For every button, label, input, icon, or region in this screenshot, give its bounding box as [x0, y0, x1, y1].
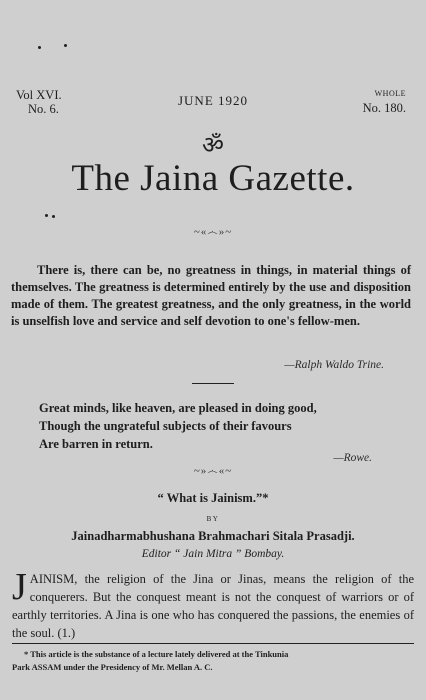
- footnote-line: Park ASSAM under the Presidency of Mr. Mellan A. C.: [12, 662, 213, 672]
- issue-line: No. 6.: [28, 102, 59, 116]
- trine-attribution: —Ralph Waldo Trine.: [284, 359, 384, 371]
- article-title: “ What is Jainism.”*: [157, 491, 269, 505]
- trine-quote-text: There is, there can be, no greatness in things, in material things of themselves. The greatness is determined entirely by the use and disposition made of them. The greatest greatness, and the only greatness, in the world is unselfish love and service and self devotion to one's fellow-men.: [11, 263, 411, 328]
- print-speck: [52, 215, 55, 218]
- om-symbol: ॐ: [202, 131, 224, 159]
- volume-line: Vol XVI.: [16, 88, 62, 102]
- issue-date: JUNE 1920: [177, 93, 249, 108]
- footnote: [12, 648, 414, 674]
- section-divider: [192, 383, 234, 384]
- footnote-rule: [12, 643, 414, 644]
- article-body-text: the religion of the Jina or Jinas, means the religion of the conquerers. But the conquest meant is not the conquest of warriors or of earthly territories. A Jina is one who has conquered the passions, the enemies of the soul. (1.): [12, 572, 414, 640]
- whole-label: WHOLE: [374, 89, 406, 98]
- author-affiliation: Editor “ Jain Mitra ” Bombay.: [141, 548, 285, 560]
- byline-label: BY: [206, 515, 220, 523]
- article-first-word: AINISM,: [29, 572, 78, 586]
- print-speck: [45, 214, 48, 217]
- drop-cap: J: [12, 566, 27, 608]
- article-body: [12, 566, 414, 642]
- footnote-line: * This article is the substance of a lecture lately delivered at the Tinkunia: [24, 649, 289, 659]
- poem-line: Great minds, like heaven, are pleased in doing good,: [39, 401, 317, 415]
- rowe-poem: [39, 399, 317, 453]
- rowe-attribution: —Rowe.: [333, 452, 372, 464]
- whole-number: [363, 87, 406, 115]
- print-speck: [38, 46, 41, 49]
- poem-line: Though the ungrateful subjects of their favours: [39, 419, 292, 433]
- title-ornament: ~«෴»~: [193, 226, 233, 238]
- poem-line: Are barren in return.: [39, 437, 153, 451]
- poem-ornament: ~»෴«~: [193, 465, 233, 477]
- gazette-title: The Jaina Gazette.: [71, 158, 355, 199]
- print-speck: [64, 44, 67, 47]
- article-author: Jainadharmabhushana Brahmachari Sitala Prasadji.: [71, 529, 355, 543]
- trine-quote: [11, 262, 411, 330]
- whole-number-value: No. 180.: [362, 101, 406, 115]
